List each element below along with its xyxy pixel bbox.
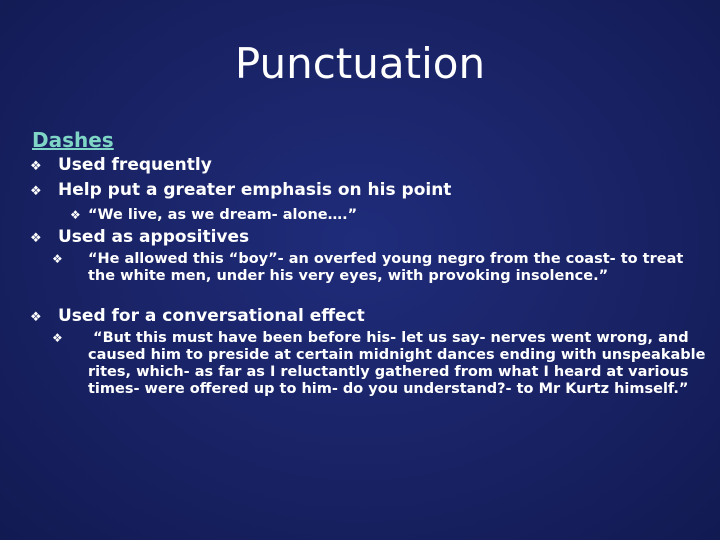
section-heading: Dashes (32, 128, 114, 152)
slide-title: Punctuation (234, 39, 486, 88)
diamond-bullet-icon: ❖ (70, 208, 81, 222)
bullet-used-frequently (30, 154, 700, 178)
sub-bullet-quote-alone (70, 207, 700, 224)
quote-text: “But this must have been before his- let us say- nerves went wrong, and caused him to preside at certain midnight dances ending with unspeakable rites, which- as far as I reluctantly gathered from what I heard at various times- were offered up to him- do you understand?- to Mr Kurtz himself.” (88, 330, 706, 397)
bullet-emphasis (30, 179, 700, 203)
diamond-bullet-icon: ❖ (30, 159, 42, 174)
diamond-bullet-icon: ❖ (52, 331, 63, 345)
bullet-text: Help put a greater emphasis on his point (58, 180, 452, 200)
bullet-text: Used frequently (58, 155, 212, 175)
bullet-conversational (30, 305, 700, 329)
sub-bullet-quote-boy (52, 251, 710, 285)
sub-bullet-quote-kurtz (52, 330, 710, 398)
bullet-text: Used as appositives (58, 227, 250, 247)
diamond-bullet-icon: ❖ (52, 252, 63, 266)
diamond-bullet-icon: ❖ (30, 231, 42, 246)
diamond-bullet-icon: ❖ (30, 310, 42, 325)
quote-text: “He allowed this “boy”- an overfed young negro from the coast- to treat the white men, under his very eyes, with provoking insolence.” (88, 251, 684, 284)
diamond-bullet-icon: ❖ (30, 184, 42, 199)
quote-text: “We live, as we dream- alone….” (88, 207, 358, 223)
bullet-appositives (30, 226, 700, 250)
bullet-text: Used for a conversational effect (58, 306, 365, 326)
